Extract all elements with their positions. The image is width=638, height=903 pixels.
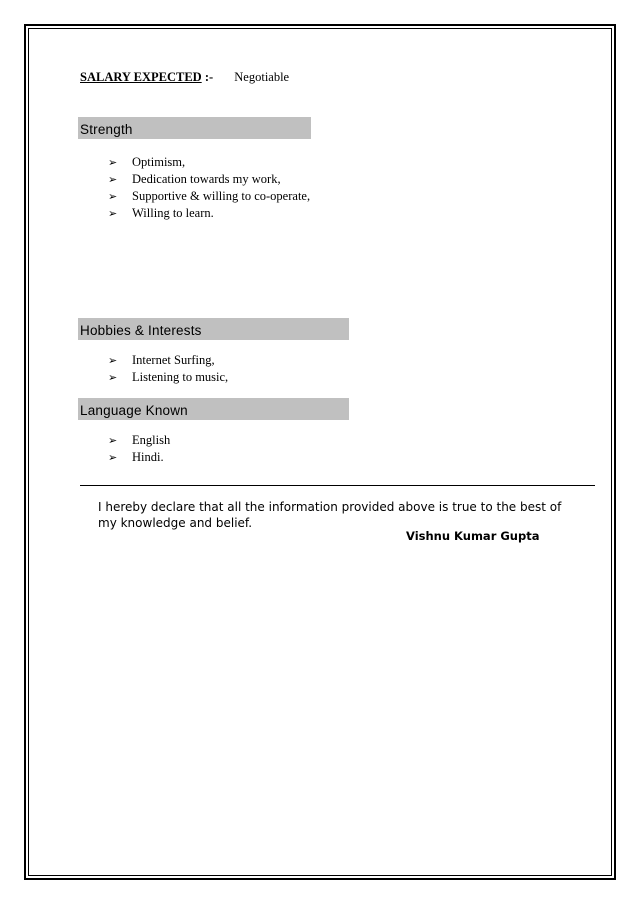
arrow-bullet-icon: ➢ (108, 207, 118, 220)
languages-list (108, 432, 170, 466)
divider (80, 485, 595, 486)
arrow-bullet-icon: ➢ (108, 354, 118, 367)
declaration-text: I hereby declare that all the information provided above is true to the best of my knowledge and belief. (98, 500, 562, 530)
list-item: ➢ Supportive & willing to co-operate, (108, 189, 311, 203)
arrow-bullet-icon: ➢ (108, 434, 118, 447)
list-item: ➢ Listening to music, (108, 370, 229, 384)
arrow-bullet-icon: ➢ (108, 190, 118, 203)
salary-expected-line (80, 70, 289, 85)
languages-heading: Language Known (78, 398, 349, 420)
hobbies-heading: Hobbies & Interests (78, 318, 349, 340)
list-item: ➢ Dedication towards my work, (108, 172, 281, 186)
hobbies-list (108, 352, 228, 386)
list-item: ➢ Willing to learn. (108, 206, 214, 220)
list-item: ➢ English (108, 433, 171, 447)
salary-value: Negotiable (234, 70, 290, 84)
arrow-bullet-icon: ➢ (108, 173, 118, 186)
arrow-bullet-icon: ➢ (108, 156, 118, 169)
list-item: ➢ Hindi. (108, 450, 164, 464)
arrow-bullet-icon: ➢ (108, 451, 118, 464)
salary-label: SALARY EXPECTED (80, 70, 202, 84)
arrow-bullet-icon: ➢ (108, 371, 118, 384)
salary-separator: :- (204, 70, 214, 84)
signature-name: Vishnu Kumar Gupta (406, 529, 540, 543)
list-item: ➢ Optimism, (108, 155, 186, 169)
strength-list (108, 154, 310, 222)
strength-heading: Strength (78, 117, 311, 139)
list-item: ➢ Internet Surfing, (108, 353, 215, 367)
